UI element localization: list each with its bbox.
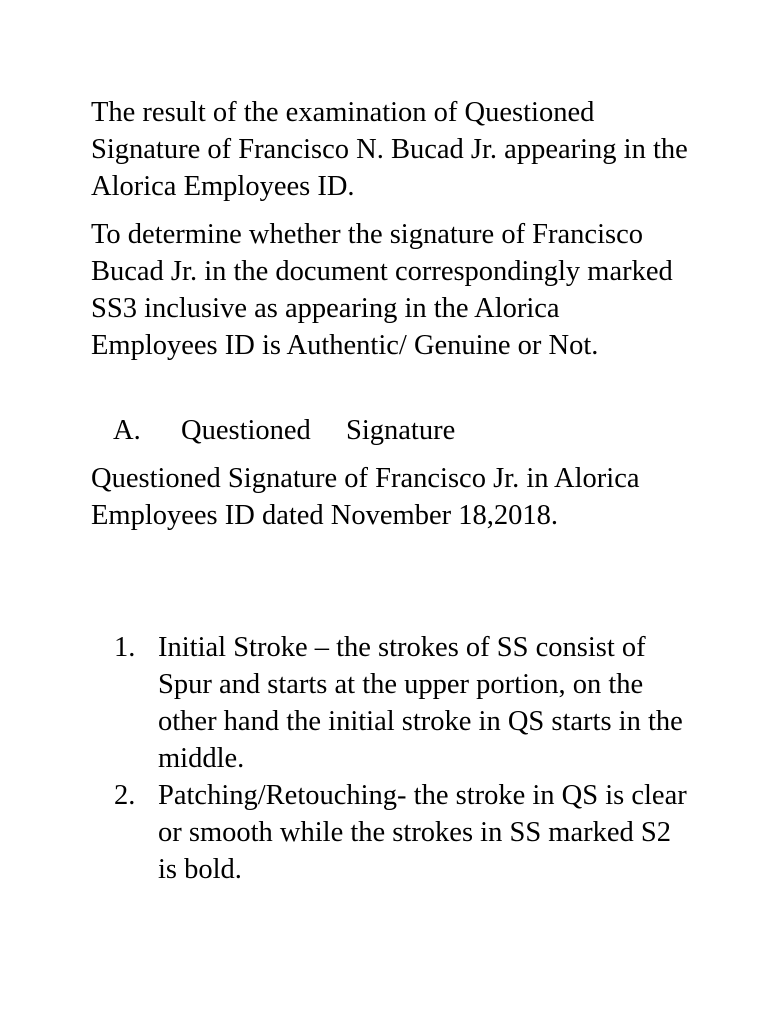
list-item — [91, 629, 691, 777]
intro-paragraph: The result of the examination of Questioned Signature of Francisco N. Bucad Jr. appearing in the Alorica Employees ID. — [91, 97, 688, 202]
list-item-number: 1. — [114, 632, 136, 663]
section-heading — [113, 412, 455, 449]
section-heading-marker: A. — [113, 415, 141, 446]
findings-list — [91, 629, 691, 888]
questioned-signature-paragraph: Questioned Signature of Francisco Jr. in Alorica Employees ID dated November 18,2018. — [91, 463, 640, 531]
list-item-number: 2. — [114, 780, 136, 811]
list-item-text: Patching/Retouching- the stroke in QS is clear or smooth while the strokes in SS marked S2 is bold. — [158, 780, 687, 885]
purpose-paragraph: To determine whether the signature of Francisco Bucad Jr. in the document correspondingly marked SS3 inclusive as appearing in the Alorica Employees ID is Authentic/ Genuine or Not. — [91, 219, 673, 361]
section-heading-word-2: Signature — [346, 415, 456, 446]
list-item-text: Initial Stroke – the strokes of SS consist of Spur and starts at the upper portion, on the other hand the initial stroke in QS starts in the middle. — [158, 632, 683, 774]
section-heading-word-1: Questioned — [181, 415, 311, 446]
list-item — [91, 777, 691, 888]
